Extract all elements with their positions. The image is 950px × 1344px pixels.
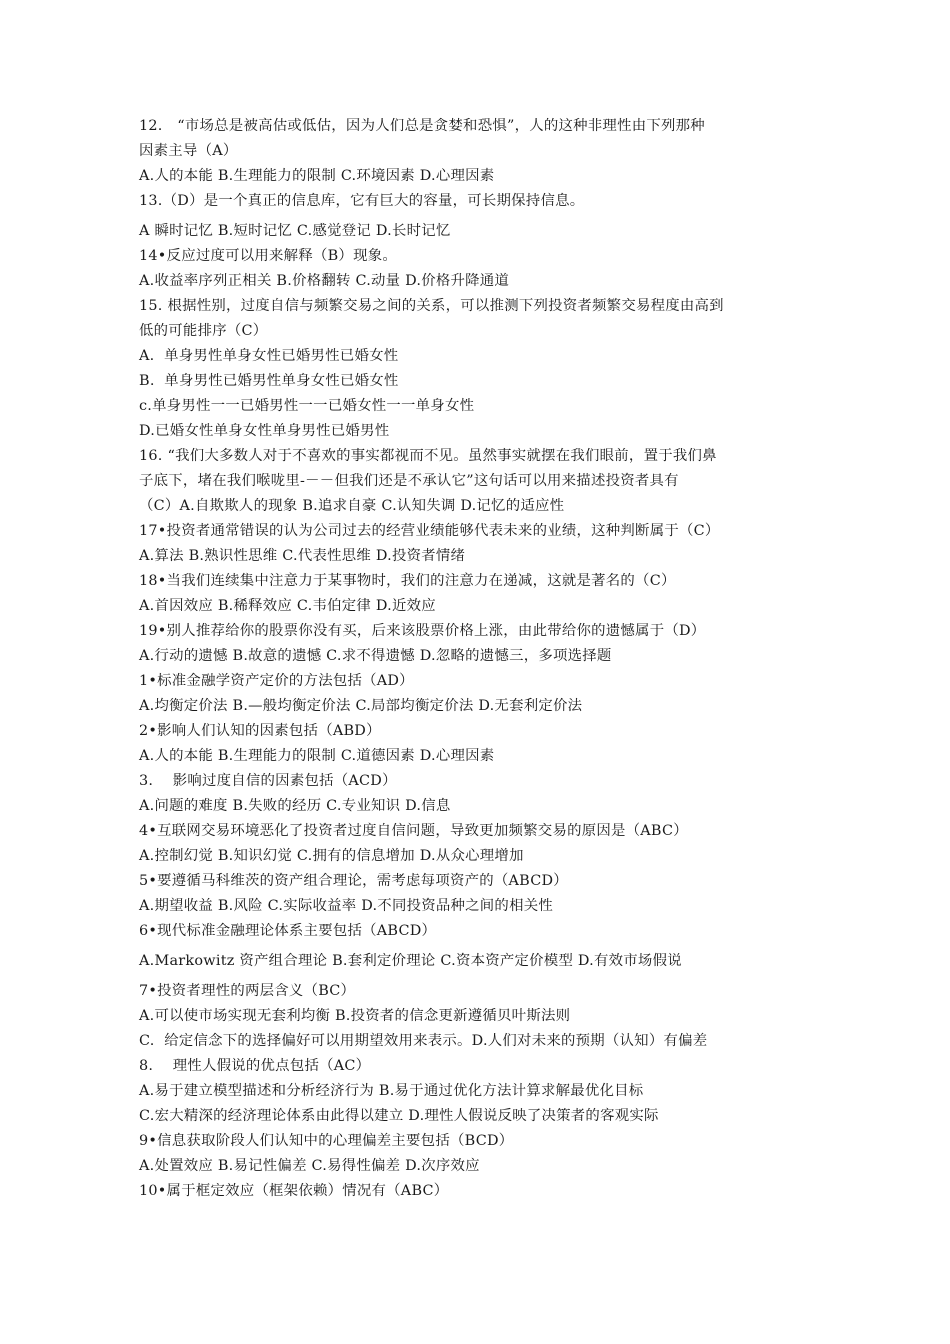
text-line-q14-stem: 14•反应过度可以用来解释（B）现象。 [139, 248, 397, 264]
text-line-m2-options: A.人的本能 B.生理能力的限制 C.道德因素 D.心理因素 [139, 748, 495, 764]
document-page [139, 114, 819, 1204]
text-line-q13-options: A 瞬时记忆 B.短时记忆 C.感觉登记 D.长时记忆 [139, 223, 451, 239]
text-line-q15-option-c: c.单身男性一一已婚男性一一已婚女性一一单身女性 [139, 398, 475, 414]
text-line-m5-options: A.期望收益 B.风险 C.实际收益率 D.不同投资品种之间的相关性 [139, 898, 553, 914]
text-line-m8-options-1: A.易于建立模型描述和分析经济行为 B.易于通过优化方法计算求解最优化目标 [139, 1083, 644, 1099]
text-line-q15-option-b: B. 单身男性已婚男性单身女性已婚女性 [139, 373, 399, 389]
text-line-m4-options: A.控制幻觉 B.知识幻觉 C.拥有的信息增加 D.从众心理增加 [139, 848, 524, 864]
text-line-q15-stem-1: 15. 根据性别，过度自信与频繁交易之间的关系，可以推测下列投资者频繁交易程度由高到 [139, 298, 724, 314]
text-line-m7-options-2: C. 给定信念下的选择偏好可以用期望效用来表示。D.人们对未来的预期（认知）有偏差 [139, 1033, 708, 1049]
text-line-q16-options: （C）A.自欺欺人的现象 B.追求自豪 C.认知失调 D.记忆的适应性 [139, 498, 565, 514]
text-line-m2-stem: 2•影响人们认知的因素包括（ABD） [139, 723, 381, 739]
text-line-q13-stem: 13.（D）是一个真正的信息库，它有巨大的容量，可长期保持信息。 [139, 193, 585, 209]
text-line-q16-stem-2: 子底下，堵在我们喉咙里-－－但我们还是不承认它”这句话可以用来描述投资者具有 [139, 473, 679, 489]
text-line-m6-stem: 6•现代标准金融理论体系主要包括（ABCD） [139, 923, 437, 939]
text-line-m5-stem: 5•要遵循马科维茨的资产组合理论，需考虑每项资产的（ABCD） [139, 873, 568, 889]
text-line-q15-stem-2: 低的可能排序（C） [139, 323, 268, 339]
text-line-q18-stem: 18•当我们连续集中注意力于某事物时，我们的注意力在递减，这就是著名的（C） [139, 573, 676, 589]
text-line-m7-stem: 7•投资者理性的两层含义（BC） [139, 983, 356, 999]
text-line-q12-stem-1: 12. “市场总是被高估或低估，因为人们总是贪婪和恐惧”，人的这种非理性由下列那种 [139, 118, 705, 134]
text-line-q18-options: A.首因效应 B.稀释效应 C.韦伯定律 D.近效应 [139, 598, 436, 614]
text-line-q15-option-d: D.已婚女性单身女性单身男性已婚男性 [139, 423, 390, 439]
text-line-q12-stem-2: 因素主导（A） [139, 143, 238, 159]
text-line-m8-options-2: C.宏大精深的经济理论体系由此得以建立 D.理性人假说反映了决策者的客观实际 [139, 1108, 659, 1124]
text-line-m8-stem: 8. 理性人假说的优点包括（AC） [139, 1058, 371, 1074]
text-line-q14-options: A.收益率序列正相关 B.价格翻转 C.动量 D.价格升降通道 [139, 273, 510, 289]
text-line-q15-option-a: A. 单身男性单身女性已婚男性已婚女性 [139, 348, 399, 364]
text-line-m3-options: A.问题的难度 B.失败的经历 C.专业知识 D.信息 [139, 798, 451, 814]
text-line-m6-options: A.Markowitz 资产组合理论 B.套利定价理论 C.资本资产定价模型 D.有效市场假说 [139, 953, 682, 969]
text-line-q17-stem: 17•投资者通常错误的认为公司过去的经营业绩能够代表未来的业绩，这种判断属于（C） [139, 523, 720, 539]
text-line-q17-options: A.算法 B.熟识性思维 C.代表性思维 D.投资者情绪 [139, 548, 466, 564]
text-line-m4-stem: 4•互联网交易环境恶化了投资者过度自信问题，导致更加频繁交易的原因是（ABC） [139, 823, 688, 839]
text-line-m9-stem: 9•信息获取阶段人们认知中的心理偏差主要包括（BCD） [139, 1133, 514, 1149]
text-line-m1-options: A.均衡定价法 B.—般均衡定价法 C.局部均衡定价法 D.无套利定价法 [139, 698, 583, 714]
text-line-q16-stem-1: 16. “我们大多数人对于不喜欢的事实都视而不见。虽然事实就摆在我们眼前，置于我们鼻 [139, 448, 717, 464]
text-line-q19-stem: 19•别人推荐给你的股票你没有买，后来该股票价格上涨，由此带给你的遗憾属于（D） [139, 623, 706, 639]
text-line-m3-stem: 3. 影响过度自信的因素包括（ACD） [139, 773, 397, 789]
text-line-m9-options: A.处置效应 B.易记性偏差 C.易得性偏差 D.次序效应 [139, 1158, 480, 1174]
text-line-q12-options: A.人的本能 B.生理能力的限制 C.环境因素 D.心理因素 [139, 168, 495, 184]
text-line-q19-options: A.行动的遗憾 B.故意的遗憾 C.求不得遗憾 D.忽略的遗憾三，多项选择题 [139, 648, 612, 664]
text-line-m10-stem: 10•属于框定效应（框架依赖）情况有（ABC） [139, 1183, 449, 1199]
text-line-m1-stem: 1•标准金融学资产定价的方法包括（AD） [139, 673, 414, 689]
text-line-m7-options-1: A.可以使市场实现无套利均衡 B.投资者的信念更新遵循贝叶斯法则 [139, 1008, 571, 1024]
